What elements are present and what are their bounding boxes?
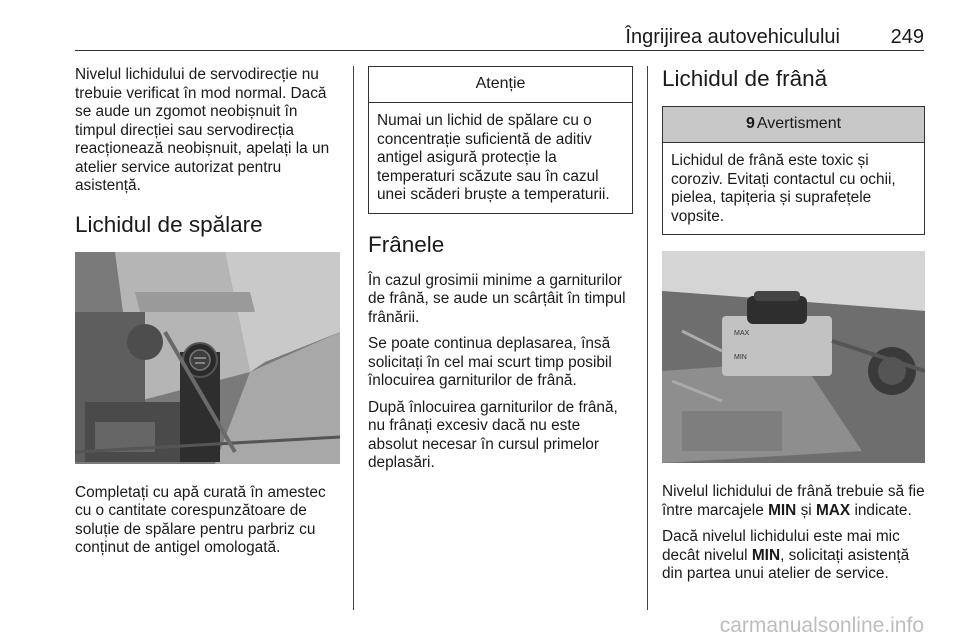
column-divider [647, 66, 648, 610]
brakes-heading: Frânele [368, 231, 445, 257]
brake-fluid-level-paragraph: Nivelul lichidului de frână trebuie să fie între marcajele MIN și MAX indicate. [662, 483, 925, 519]
image-max-label: MAX [734, 330, 750, 337]
page-title: Îngrijirea autovehiculului [625, 26, 840, 48]
column-divider [353, 66, 354, 610]
column-left [75, 66, 340, 566]
caution-note-body: Numai un lichid de spălare cu o concentrație suficientă de aditiv antigel asigură protecție la temperaturi scăzute sau în cazul unei scăderi bruște a temperaturii. [377, 112, 610, 203]
brakes-paragraph-3: După înlocuirea garniturilor de frână, nu frânați excesiv dacă nu este absolut necesar în cursul primelor deplasări. [368, 398, 618, 471]
watermark: carmanualsonline.info [719, 614, 924, 637]
image-min-label: MIN [734, 354, 747, 361]
warning-icon: 9 [745, 115, 755, 132]
power-steering-paragraph: Nivelul lichidului de servodirecție nu trebuie verificat în mod normal. Dacă se aude un zgomot neobișnuit în timpul direcției sau servodirecția reacționează neobișnuit, apelați la un atelier service autorizat pentru asistență. [75, 66, 330, 194]
washer-reservoir-photo [75, 252, 340, 464]
column-middle [368, 66, 633, 481]
washer-fluid-heading: Lichidul de spălare [75, 211, 263, 237]
brake-fluid-reservoir-photo [662, 251, 925, 463]
washer-fluid-paragraph: Completați cu apă curată în amestec cu o cantitate corespunzătoare de soluție de spălare pentru parbriz cu conținut de antigel omologată. [75, 483, 326, 556]
column-right [662, 66, 925, 592]
warning-note-body: Lichidul de frână este toxic și coroziv. Evitați contactul cu ochii, pielea, tapițeria și suprafețele vopsite. [671, 152, 896, 225]
caution-note-title: Atenție [369, 67, 632, 103]
brakes-paragraph-1: În cazul grosimii minime a garniturilor de frână, se aude un scârțâit în timpul frânării. [368, 271, 626, 326]
brake-fluid-low-paragraph: Dacă nivelul lichidului este mai mic decât nivelul MIN, solicitați asistență din partea unui atelier de service. [662, 528, 910, 582]
warning-note [662, 106, 925, 235]
caution-note [368, 66, 633, 214]
warning-note-title [663, 107, 924, 143]
brake-fluid-heading: Lichidul de frână [662, 66, 828, 91]
brakes-paragraph-2: Se poate continua deplasarea, însă solicitați în cel mai scurt timp posibil înlocuirea garniturilor de frână. [368, 335, 612, 389]
warning-title-text: Avertisment [756, 115, 842, 132]
page-header [75, 22, 924, 51]
page-number: 249 [890, 26, 924, 48]
